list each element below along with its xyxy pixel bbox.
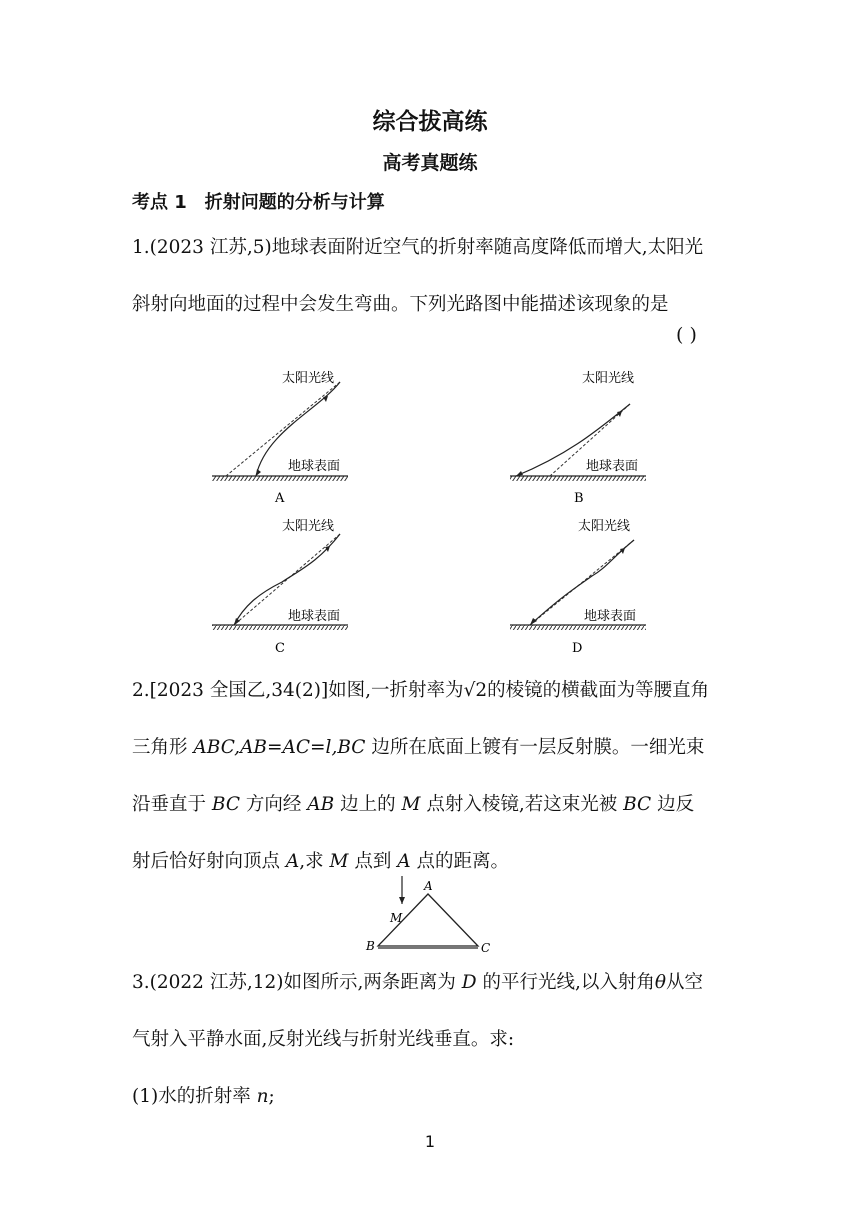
option-d-diagram xyxy=(510,518,646,656)
option-b-sun-label: 太阳光线 xyxy=(582,371,635,386)
question-1-line-1: 1.(2023 江苏,5)地球表面附近空气的折射率随高度降低而增大,太阳光 xyxy=(132,237,704,258)
question-1 xyxy=(132,219,732,333)
vertex-c-label: C xyxy=(481,941,491,955)
option-b-label: B xyxy=(574,491,584,506)
section-name: 折射问题的分析与计算 xyxy=(204,192,385,213)
question-2 xyxy=(132,662,732,890)
sqrt-two: √2 xyxy=(463,680,488,701)
option-a-ground-label: 地球表面 xyxy=(288,459,341,474)
question-2-line-1: 2.[2023 全国乙,34(2)]如图,一折射率为√2的棱镜的横截面为等腰直角 xyxy=(132,680,710,701)
option-a-arrow-icon xyxy=(323,396,328,402)
question-3-line-2: 气射入平静水面,反射光线与折射光线垂直。求: xyxy=(132,1029,515,1050)
option-c-ground-label: 地球表面 xyxy=(288,609,341,624)
option-c-arrow-icon xyxy=(325,546,330,552)
answer-bracket: ( ) xyxy=(676,324,697,346)
option-c-diagram xyxy=(212,518,348,656)
option-c-label: C xyxy=(275,641,285,656)
prism-figure xyxy=(360,870,500,960)
option-b-ground-label: 地球表面 xyxy=(586,459,639,474)
option-c-sun-label: 太阳光线 xyxy=(282,519,335,534)
vertex-a-label: A xyxy=(424,879,433,893)
option-c-ground xyxy=(212,625,348,630)
option-a-ground xyxy=(212,476,348,481)
vertex-b-label: B xyxy=(366,939,375,953)
option-d-label: D xyxy=(572,641,583,656)
option-a-label: A xyxy=(275,491,285,506)
option-a-sun-label: 太阳光线 xyxy=(282,371,335,386)
question-3 xyxy=(132,954,732,1125)
ray-arrow-icon xyxy=(399,897,405,904)
question-2-line-3: 沿垂直于 BC 方向经 AB 边上的 M 点射入棱镜,若这束光被 BC 边反 xyxy=(132,794,695,815)
question-2-line-2: 三角形 ABC,AB=AC=l,BC 边所在底面上镀有一层反射膜。一细光束 xyxy=(132,737,705,758)
page-number: 1 xyxy=(424,1132,436,1151)
page-heading: 综合拔高练 xyxy=(372,109,488,135)
light-path-figure xyxy=(200,362,670,662)
section-label: 考点 1 xyxy=(132,192,187,213)
option-d-ground-label: 地球表面 xyxy=(584,609,637,624)
question-2-line-4: 射后恰好射向顶点 A,求 M 点到 A 点的距离。 xyxy=(132,851,510,872)
question-1-line-2: 斜射向地面的过程中会发生弯曲。下列光路图中能描述该现象的是 xyxy=(132,294,669,315)
question-3-line-3: (1)水的折射率 n; xyxy=(132,1086,275,1107)
option-d-sun-label: 太阳光线 xyxy=(578,519,631,534)
point-m-label: M xyxy=(390,911,403,925)
option-a-diagram xyxy=(212,370,348,506)
reflective-film xyxy=(378,946,478,949)
page-subheading: 高考真题练 xyxy=(382,152,478,174)
option-d-ground xyxy=(510,625,646,630)
section-title xyxy=(132,188,385,214)
option-b-diagram xyxy=(510,370,646,506)
question-3-line-1: 3.(2022 江苏,12)如图所示,两条距离为 D 的平行光线,以入射角θ从空 xyxy=(132,972,703,993)
option-b-ground xyxy=(510,476,646,481)
